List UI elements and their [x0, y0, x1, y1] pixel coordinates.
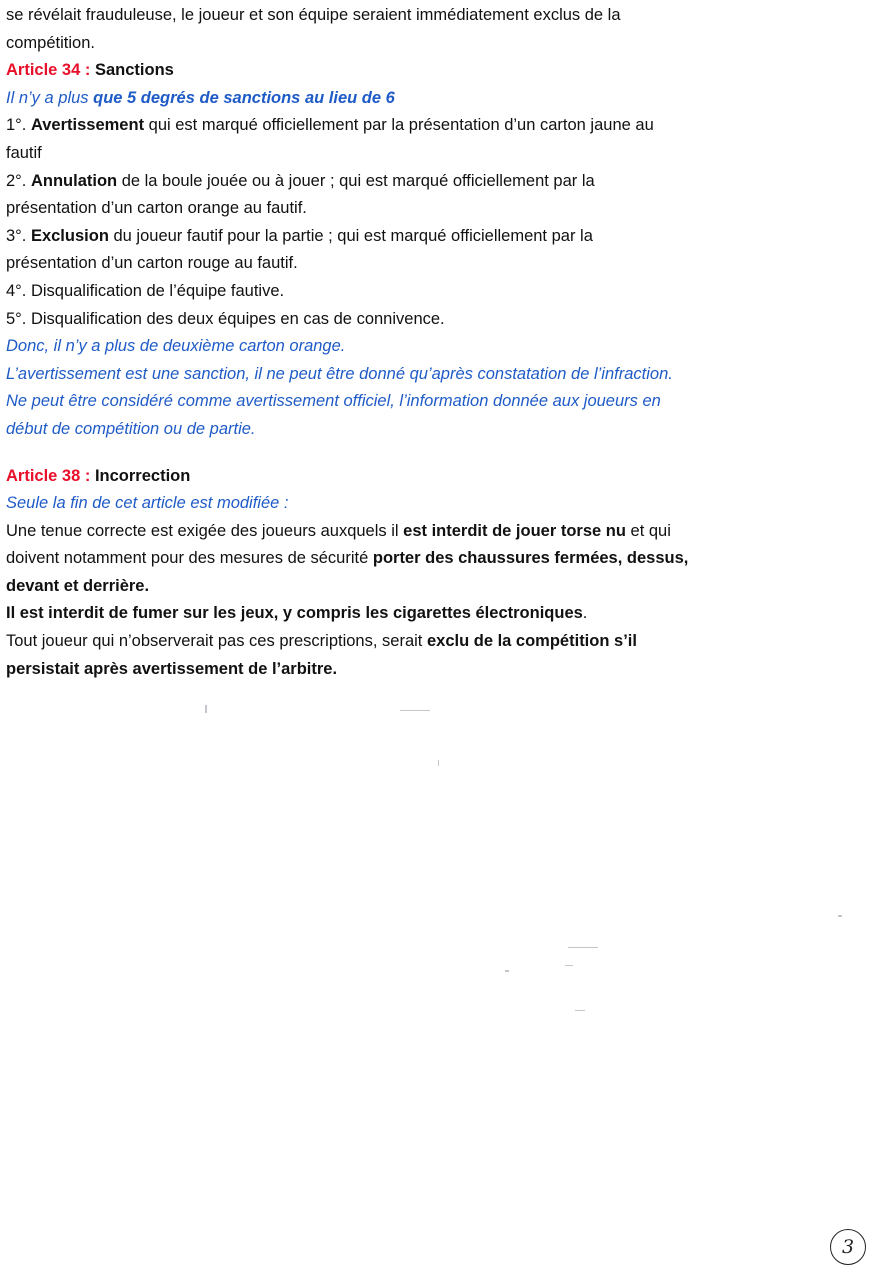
page-number-badge — [830, 1229, 866, 1265]
article-38-title: Incorrection — [94, 466, 191, 485]
scan-speck — [438, 760, 439, 766]
note-line: L’avertissement est une sanction, il ne peut être donné qu’après constatation de l’infraction. — [6, 364, 673, 383]
article-34-heading — [6, 57, 856, 85]
article-38-p2: doivent notamment pour des mesures de sécurité porter des chaussures fermées, dessus, — [6, 549, 689, 568]
note-line: Donc, il n’y a plus de deuxième carton orange. — [6, 337, 346, 356]
text-line: compétition. — [6, 33, 95, 52]
article-38-p6: persistait après avertissement de l’arbitre. — [6, 659, 338, 678]
sanction-item-2-cont: présentation d’un carton orange au fautif. — [6, 199, 307, 218]
article-38-p1: Une tenue correcte est exigée des joueurs auxquels il est interdit de jouer torse nu et qui — [6, 521, 671, 540]
note-line: Ne peut être considéré comme avertissement officiel, l’information donnée aux joueurs en — [6, 392, 661, 411]
article-38-p5: Tout joueur qui n’observerait pas ces prescriptions, serait exclu de la compétition s’il — [6, 632, 637, 651]
article-34-title: Sanctions — [94, 61, 174, 80]
sanction-item-3-cont: présentation d’un carton rouge au fautif. — [6, 254, 298, 273]
article-38-intro: Seule la fin de cet article est modifiée : — [6, 494, 289, 513]
page-number: 3 — [841, 1236, 855, 1258]
note-line: début de compétition ou de partie. — [6, 419, 256, 438]
sanction-item-1: 1°. Avertissement qui est marqué officiellement par la présentation d’un carton jaune au — [6, 116, 654, 135]
scan-speck — [400, 710, 430, 711]
scan-speck — [568, 947, 598, 948]
text-line: se révélait frauduleuse, le joueur et son équipe seraient immédiatement exclus de la — [6, 6, 621, 24]
article-38-p4: Il est interdit de fumer sur les jeux, y compris les cigarettes électroniques. — [6, 604, 588, 623]
article-38-heading — [6, 463, 856, 491]
scan-speck — [205, 705, 207, 713]
scan-speck — [505, 970, 509, 972]
sanction-item-4: 4°. Disqualification de l’équipe fautive. — [6, 281, 285, 300]
scan-speck — [838, 915, 842, 917]
scan-speck — [565, 965, 573, 966]
sanction-item-3: 3°. Exclusion du joueur fautif pour la partie ; qui est marqué officiellement par la — [6, 226, 593, 245]
sanction-item-2: 2°. Annulation de la boule jouée ou à jouer ; qui est marqué officiellement par la — [6, 171, 595, 190]
article-38-label: Article 38 : — [6, 466, 91, 485]
document-body — [6, 2, 856, 683]
article-38-p3: devant et derrière. — [6, 576, 150, 595]
scan-speck — [575, 1010, 585, 1011]
sanction-item-5: 5°. Disqualification des deux équipes en cas de connivence. — [6, 309, 445, 328]
sanction-item-1-cont: fautif — [6, 143, 42, 162]
article-34-label: Article 34 : — [6, 61, 91, 80]
article-34-intro: Il n’y a plus que 5 degrés de sanctions au lieu de 6 — [6, 88, 395, 107]
